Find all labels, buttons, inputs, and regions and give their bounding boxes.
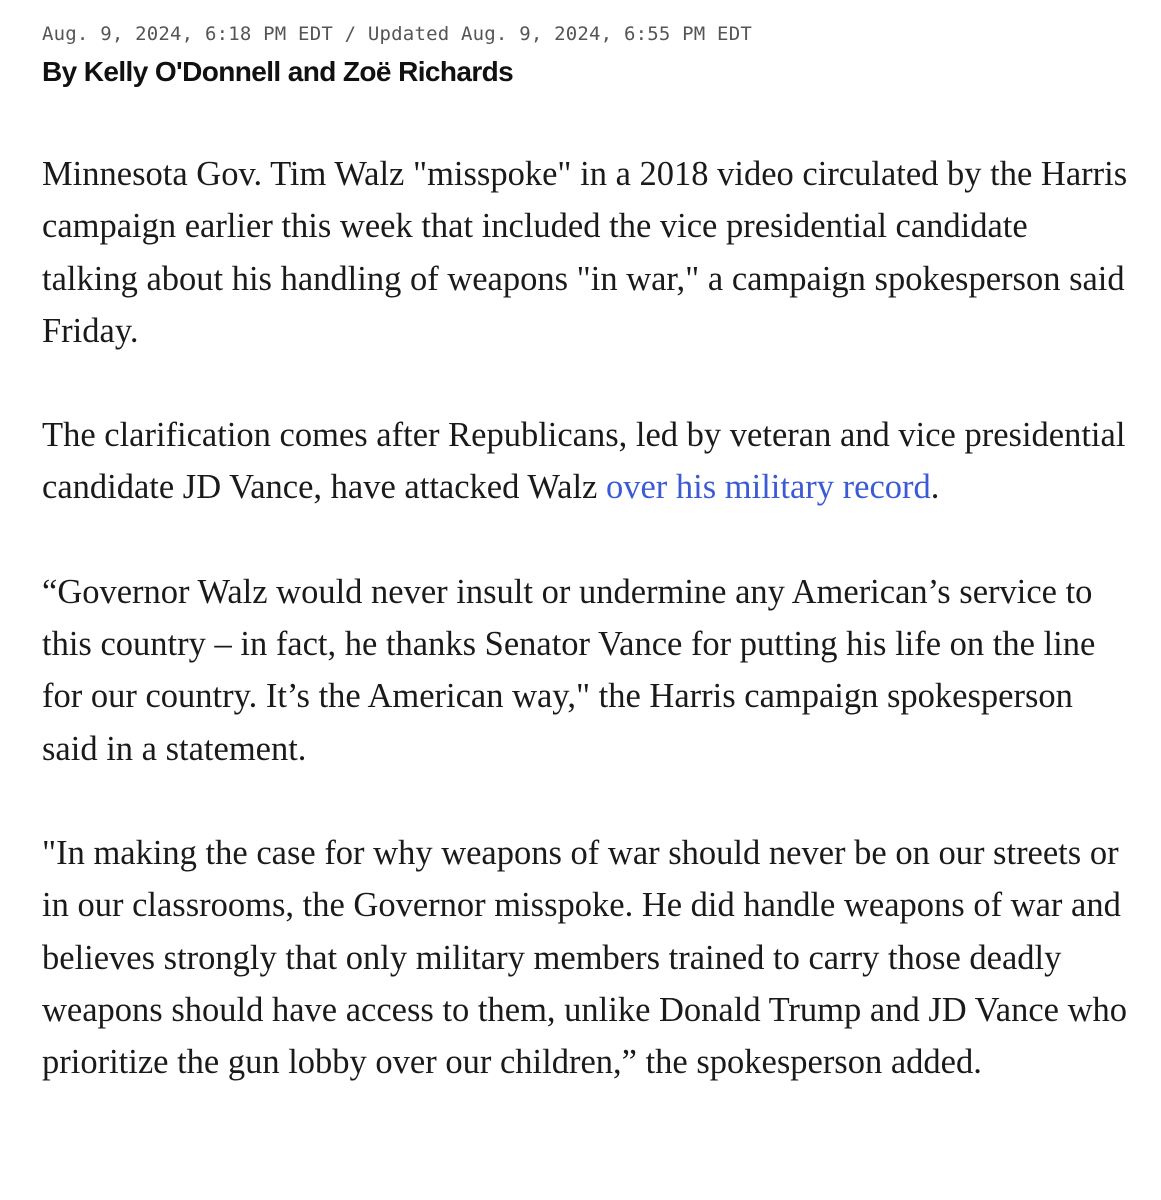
paragraph-clarification bbox=[42, 409, 1132, 514]
paragraph-statement-quote: “Governor Walz would never insult or undermine any American’s service to this country – in fact, he thanks Senator Vance for putting his life on the line for our country. It’s the American way," the Harris campaign spokesperson said in a statement. bbox=[42, 572, 1096, 768]
article-byline: By Kelly O'Donnell and Zoë Richards bbox=[42, 56, 514, 87]
paragraph-clarification-text: The clarification comes after Republicans, led by veteran and vice presidential candidate JD Vance, have attacked Walz bbox=[42, 416, 1126, 507]
article bbox=[42, 0, 1132, 1088]
paragraph-spokesperson-quote: "In making the case for why weapons of war should never be on our streets or in our classrooms, the Governor misspoke. He did handle weapons of war and believes strongly that only military members trained to carry those deadly weapons should have access to them, unlike Donald Trump and JD Vance who prioritize the gun lobby over our children,” the spokesperson added. bbox=[42, 833, 1127, 1082]
paragraph-misspoke: Minnesota Gov. Tim Walz "misspoke" in a 2018 video circulated by the Harris campaign earlier this week that included the vice presidential candidate talking about his handling of weapons "in war," a campaign spokesperson said Friday. bbox=[42, 155, 1128, 350]
article-body bbox=[42, 148, 1132, 1088]
paragraph-clarification-end: . bbox=[930, 468, 940, 507]
article-timestamp: Aug. 9, 2024, 6:18 PM EDT / Updated Aug. 9, 2024, 6:55 PM EDT bbox=[42, 23, 752, 45]
military-record-link[interactable]: over his military record bbox=[605, 468, 931, 507]
